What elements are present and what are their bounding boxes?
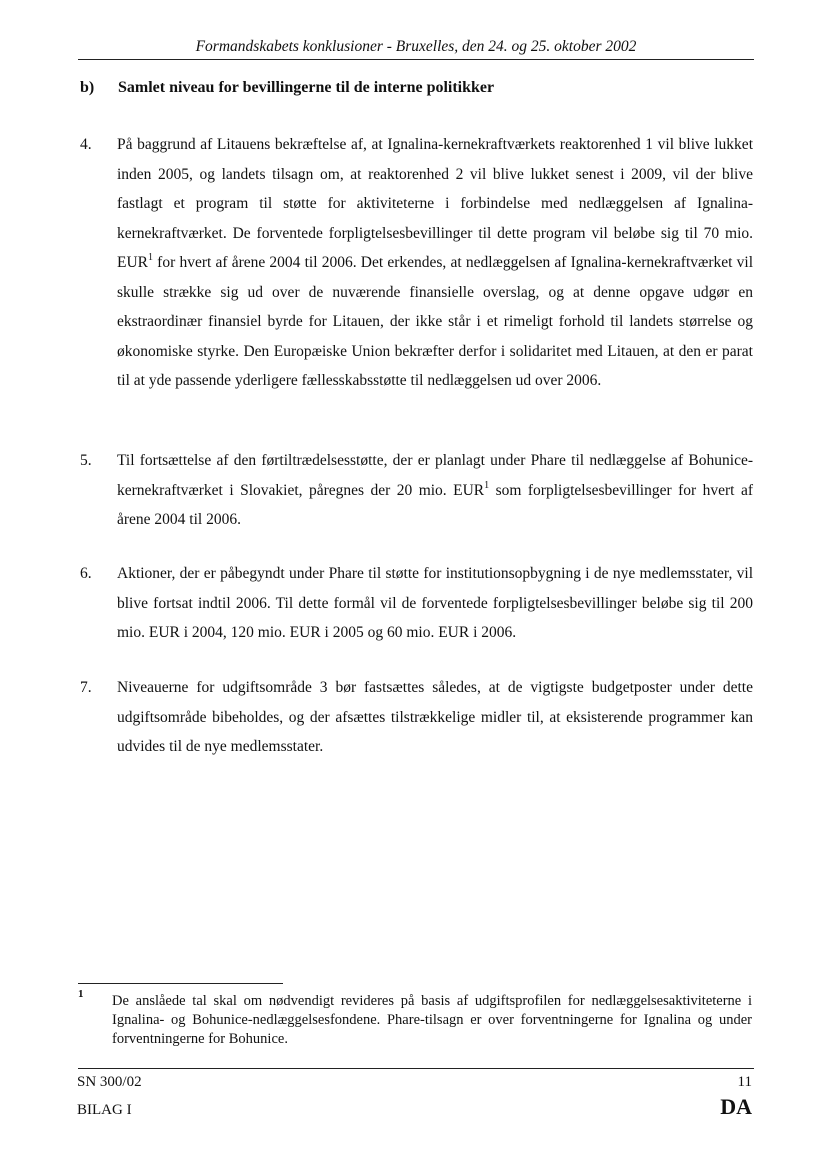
footnote-rule	[78, 983, 283, 984]
paragraph-text-part: for hvert af årene 2004 til 2006. Det erkendes, at nedlæggelsen af Ignalina-kernekraftværket vil skulle strække sig ud over de nuværende finansielle overslag, og at denne opgave udgør en ekstraordinær finansiel byrde for Litauen, der ikke står i et rimeligt forhold til landets størrelse og økonomiske styrke. Den Europæiske Union bekræfter derfor i solidaritet med Litauen, at den er parat til at yde passende yderligere fællesskabsstøtte til nedlæggelsen ud over 2006.	[117, 254, 753, 389]
paragraph-text	[117, 673, 753, 762]
paragraph-text-part: Aktioner, der er påbegyndt under Phare til støtte for institutionsopbygning i de nye medlemsstater, vil blive fortsat indtil 2006. Til dette formål vil de forventede forpligtelsesbevillinger beløbe sig til 200 mio. EUR i 2004, 120 mio. EUR i 2005 og 60 mio. EUR i 2006.	[117, 565, 753, 641]
paragraph-text-part: På baggrund af Litauens bekræftelse af, at Ignalina-kernekraftværkets reaktorenhed 1 vil blive lukket inden 2005, og landets tilsagn om, at reaktorenhed 2 vil blive lukket senest i 2009, vil der blive fastlagt et program til støtte for aktiviteterne i forbindelse med nedlæggelsen af Ignalina-kernekraftværket. De forventede forpligtelsesbevillinger til dette program vil beløbe sig til 70 mio. EUR	[117, 136, 753, 271]
paragraph-text	[117, 130, 753, 396]
footnote-marker: 1	[78, 988, 84, 1000]
document-reference: SN 300/02	[77, 1074, 142, 1090]
footnote-reference: 1	[484, 479, 490, 491]
footer-rule	[78, 1068, 754, 1069]
page-number: 11	[737, 1074, 752, 1090]
paragraph-text	[117, 446, 753, 535]
language-code: DA	[720, 1094, 752, 1119]
paragraph-number: 6.	[80, 565, 92, 582]
paragraph-number: 7.	[80, 679, 92, 696]
footnote-reference: 1	[148, 252, 153, 263]
paragraph-text	[117, 559, 753, 648]
paragraph-text-part: Niveauerne for udgiftsområde 3 bør fastsættes således, at de vigtigste budgetposter under dette udgiftsområde bibeholdes, og der afsættes tilstrækkelige midler til, at eksisterende programmer kan udvides til de nye medlemsstater.	[117, 679, 753, 755]
section-title: Samlet niveau for bevillingerne til de interne politikker	[118, 79, 495, 96]
paragraph-number: 5.	[80, 452, 92, 469]
header-rule	[78, 59, 754, 60]
section-label: b)	[80, 79, 95, 96]
running-header: Formandskabets konklusioner - Bruxelles, den 24. og 25. oktober 2002	[195, 38, 637, 55]
paragraph-number: 4.	[80, 136, 92, 153]
annex-label: BILAG I	[77, 1102, 132, 1118]
footnote-text: De anslåede tal skal om nødvendigt revideres på basis af udgiftsprofilen for nedlæggelsesaktiviteterne i Ignalina- og Bohunice-nedlæggelsesfondene. Phare-tilsagn er over forventningerne for Ignalina og under forventningerne for Bohunice.	[112, 993, 752, 1047]
paragraph-text-part: som forpligtelsesbevillinger for hvert af årene 2004 til 2006.	[117, 481, 753, 528]
paragraph-text-part: Til fortsættelse af den førtiltrædelsesstøtte, der er planlagt under Phare til nedlæggelse af Bohunice-kernekraftværket i Slovakiet, påregnes der 20 mio. EUR	[117, 452, 753, 499]
